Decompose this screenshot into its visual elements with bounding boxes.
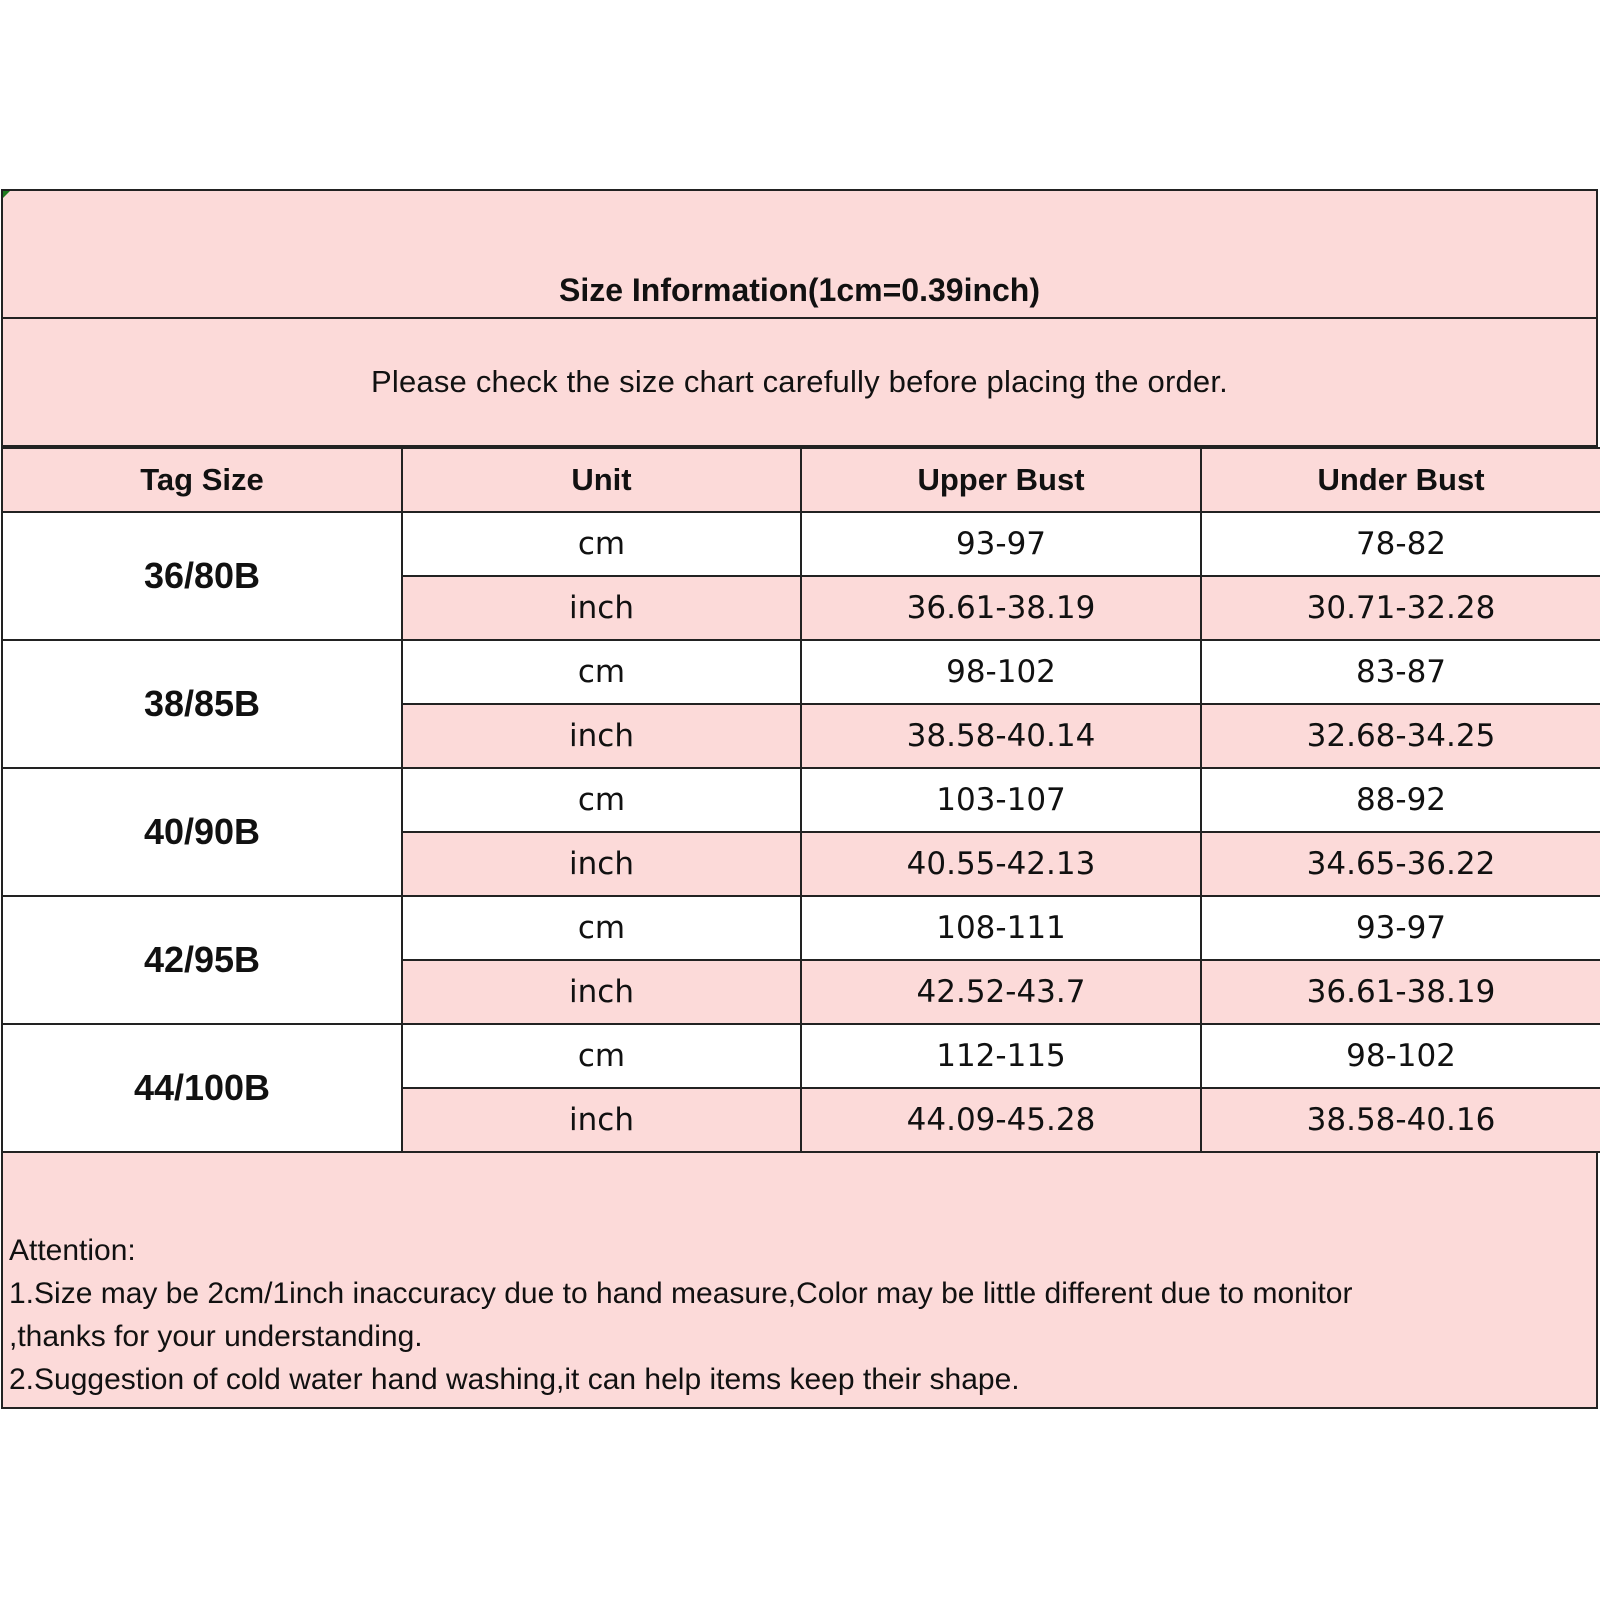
note-line: 2.Suggestion of cold water hand washing,it can help items keep their shape. bbox=[9, 1363, 1020, 1396]
unit-cell: cm bbox=[402, 896, 801, 960]
under-bust-cell: 93-97 bbox=[1201, 896, 1600, 960]
under-bust-cell: 30.71-32.28 bbox=[1201, 576, 1600, 640]
upper-bust-cell: 38.58-40.14 bbox=[801, 704, 1201, 768]
attention-notes bbox=[9, 1229, 1589, 1401]
upper-bust-cell: 44.09-45.28 bbox=[801, 1088, 1201, 1152]
under-bust-cell: 38.58-40.16 bbox=[1201, 1088, 1600, 1152]
under-bust-cell: 36.61-38.19 bbox=[1201, 960, 1600, 1024]
tag-size-cell: 40/90B bbox=[3, 768, 402, 896]
table-row bbox=[3, 640, 1600, 704]
table-row bbox=[3, 1024, 1600, 1088]
unit-cell: inch bbox=[402, 704, 801, 768]
unit-cell: inch bbox=[402, 576, 801, 640]
note-line: 1.Size may be 2cm/1inch inaccuracy due to hand measure,Color may be little different due to monitor bbox=[9, 1277, 1353, 1310]
tag-size-cell: 36/80B bbox=[3, 512, 402, 640]
under-bust-cell: 98-102 bbox=[1201, 1024, 1600, 1088]
upper-bust-cell: 112-115 bbox=[801, 1024, 1201, 1088]
header-under-bust: Under Bust bbox=[1201, 448, 1600, 512]
under-bust-cell: 88-92 bbox=[1201, 768, 1600, 832]
unit-cell: cm bbox=[402, 512, 801, 576]
tag-size-cell: 44/100B bbox=[3, 1024, 402, 1152]
upper-bust-cell: 42.52-43.7 bbox=[801, 960, 1201, 1024]
header-upper-bust: Upper Bust bbox=[801, 448, 1201, 512]
upper-bust-cell: 93-97 bbox=[801, 512, 1201, 576]
size-table bbox=[3, 447, 1600, 1153]
chart-title: Size Information(1cm=0.39inch) bbox=[558, 272, 1040, 308]
tag-size-cell: 38/85B bbox=[3, 640, 402, 768]
under-bust-cell: 32.68-34.25 bbox=[1201, 704, 1600, 768]
header-unit: Unit bbox=[402, 448, 801, 512]
size-chart-sheet bbox=[1, 189, 1598, 1409]
header-tag-size: Tag Size bbox=[3, 448, 402, 512]
chart-subtitle: Please check the size chart carefully before placing the order. bbox=[371, 364, 1228, 399]
upper-bust-cell: 40.55-42.13 bbox=[801, 832, 1201, 896]
table-row bbox=[3, 896, 1600, 960]
unit-cell: inch bbox=[402, 832, 801, 896]
unit-cell: inch bbox=[402, 960, 801, 1024]
upper-bust-cell: 108-111 bbox=[801, 896, 1201, 960]
upper-bust-cell: 98-102 bbox=[801, 640, 1201, 704]
upper-bust-cell: 36.61-38.19 bbox=[801, 576, 1201, 640]
under-bust-cell: 83-87 bbox=[1201, 640, 1600, 704]
title-row bbox=[3, 191, 1596, 319]
unit-cell: cm bbox=[402, 768, 801, 832]
upper-bust-cell: 103-107 bbox=[801, 768, 1201, 832]
unit-cell: cm bbox=[402, 1024, 801, 1088]
table-row bbox=[3, 768, 1600, 832]
under-bust-cell: 34.65-36.22 bbox=[1201, 832, 1600, 896]
note-line: ,thanks for your understanding. bbox=[9, 1320, 423, 1353]
unit-cell: inch bbox=[402, 1088, 801, 1152]
table-row bbox=[3, 512, 1600, 576]
notes-heading: Attention: bbox=[9, 1234, 136, 1267]
unit-cell: cm bbox=[402, 640, 801, 704]
tag-size-cell: 42/95B bbox=[3, 896, 402, 1024]
subtitle-row bbox=[3, 319, 1596, 447]
header-row bbox=[3, 448, 1600, 512]
under-bust-cell: 78-82 bbox=[1201, 512, 1600, 576]
